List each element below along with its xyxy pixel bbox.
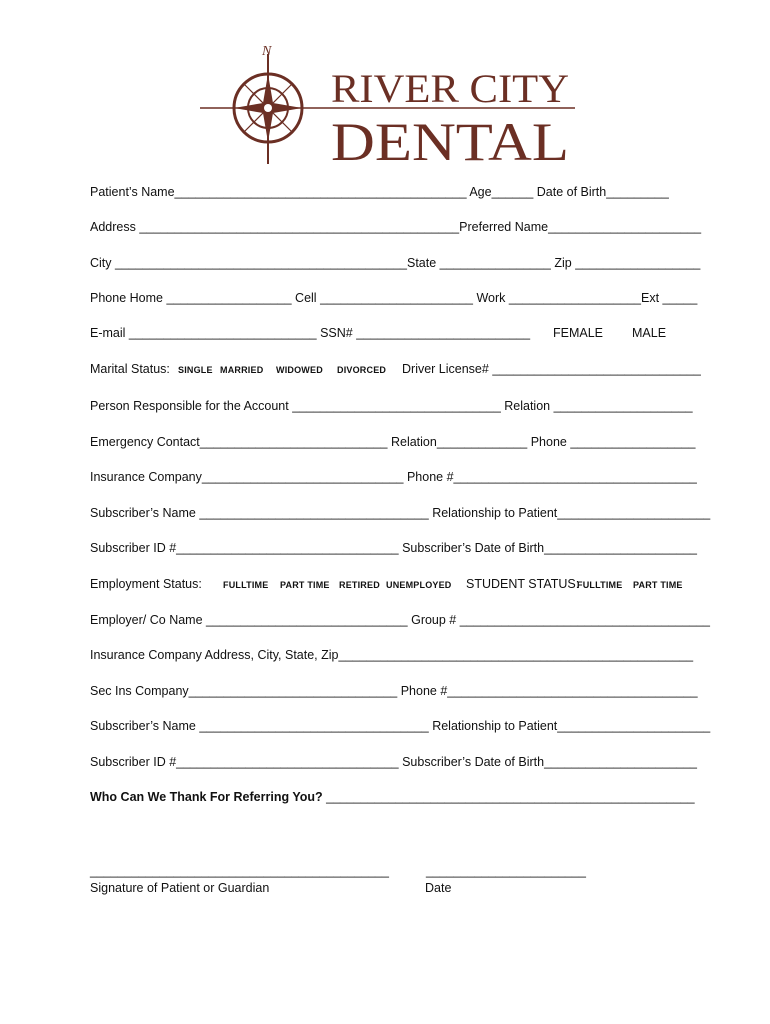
secondary-subscriber-name-row	[90, 719, 711, 733]
subscriber-dob-label: Subscriber’s Date of Birth	[402, 541, 545, 555]
secondary-relationship-label: Relationship to Patient	[432, 719, 558, 733]
marital-status-row	[90, 362, 702, 376]
secondary-subscriber-name-field[interactable]: _________________________________	[199, 719, 433, 733]
ext-field[interactable]: _____	[662, 291, 698, 305]
zip-field[interactable]: __________________	[575, 256, 701, 270]
address-row	[90, 220, 702, 234]
address-label: Address	[90, 220, 140, 234]
zip-label: Zip	[554, 256, 576, 270]
male-option[interactable]: MALE	[632, 326, 667, 340]
marital-divorced-option[interactable]: DIVORCED	[337, 365, 387, 375]
relationship-label: Relationship to Patient	[432, 506, 558, 520]
student-status-label: STUDENT STATUS:	[466, 577, 580, 591]
cell-field[interactable]: ______________________	[320, 291, 477, 305]
secondary-insurance-field[interactable]: ______________________________	[188, 684, 401, 698]
age-field[interactable]: ______	[491, 185, 537, 199]
employer-field[interactable]: _____________________________	[206, 613, 412, 627]
ssn-field[interactable]: _________________________	[356, 326, 531, 340]
dob-field[interactable]: _________	[606, 185, 669, 199]
secondary-insurance-label: Sec Ins Company	[90, 684, 189, 698]
emergency-contact-field[interactable]: ___________________________	[199, 435, 391, 449]
signature-lines	[90, 864, 702, 878]
insurance-company-row	[90, 470, 702, 484]
employment-retired-option[interactable]: RETIRED	[339, 580, 380, 590]
brand-line1: RIVER CITY	[331, 66, 569, 111]
signature-labels	[90, 881, 702, 895]
secondary-subscriber-dob-field[interactable]: ______________________	[544, 755, 698, 769]
subscriber-dob-field[interactable]: ______________________	[544, 541, 698, 555]
subscriber-name-label: Subscriber’s Name	[90, 506, 200, 520]
city-label: City	[90, 256, 115, 270]
emergency-phone-field[interactable]: __________________	[570, 435, 696, 449]
subscriber-id-label: Subscriber ID #	[90, 541, 177, 555]
secondary-insurance-row	[90, 684, 702, 698]
emergency-contact-row	[90, 435, 702, 449]
insurance-company-field[interactable]: _____________________________	[201, 470, 407, 484]
secondary-phone-label: Phone #	[400, 684, 448, 698]
signature-label: Signature of Patient or Guardian	[90, 881, 270, 895]
responsible-party-field[interactable]: ______________________________	[292, 399, 505, 413]
insurance-company-label: Insurance Company	[90, 470, 202, 484]
email-row	[90, 326, 702, 340]
group-label: Group #	[411, 613, 460, 627]
employment-fulltime-option[interactable]: FULLTIME	[223, 580, 269, 590]
insurance-phone-label: Phone #	[406, 470, 454, 484]
emergency-phone-label: Phone	[530, 435, 571, 449]
marital-widowed-option[interactable]: WIDOWED	[276, 365, 323, 375]
ext-label: Ext	[641, 291, 663, 305]
secondary-subscriber-name-label: Subscriber’s Name	[90, 719, 200, 733]
insurance-address-row	[90, 648, 702, 662]
referral-label: Who Can We Thank For Referring You?	[90, 790, 327, 804]
responsible-relation-field[interactable]: ____________________	[553, 399, 693, 413]
referral-field[interactable]: _____________________________________________________	[326, 790, 695, 804]
employer-row	[90, 613, 711, 627]
subscriber-id-field[interactable]: ________________________________	[176, 541, 403, 555]
preferred-name-field[interactable]: ______________________	[548, 220, 702, 234]
state-field[interactable]: ________________	[439, 256, 555, 270]
subscriber-name-row	[90, 506, 711, 520]
female-option[interactable]: FEMALE	[553, 326, 604, 340]
city-row	[90, 256, 702, 270]
group-field[interactable]: ____________________________________	[459, 613, 711, 627]
driver-license-label: Driver License#	[402, 362, 493, 376]
preferred-name-label: Preferred Name	[459, 220, 549, 234]
city-field[interactable]: __________________________________________	[115, 256, 407, 270]
relationship-field[interactable]: ______________________	[557, 506, 711, 520]
phone-row	[90, 291, 702, 305]
driver-license-field[interactable]: ______________________________	[492, 362, 701, 376]
dob-label: Date of Birth	[536, 185, 607, 199]
marital-married-option[interactable]: MARRIED	[220, 365, 264, 375]
student-fulltime-option[interactable]: FULLTIME	[577, 580, 623, 590]
patient-name-row	[90, 185, 702, 199]
secondary-relationship-field[interactable]: ______________________	[557, 719, 711, 733]
email-field[interactable]: ___________________________	[128, 326, 321, 340]
student-parttime-option[interactable]: PART TIME	[633, 580, 683, 590]
secondary-subscriber-id-row	[90, 755, 702, 769]
phone-home-field[interactable]: __________________	[166, 291, 296, 305]
insurance-phone-field[interactable]: ___________________________________	[453, 470, 697, 484]
patient-name-label: Patient’s Name	[90, 185, 175, 199]
age-label: Age	[469, 185, 492, 199]
ssn-label: SSN#	[320, 326, 357, 340]
secondary-subscriber-dob-label: Subscriber’s Date of Birth	[402, 755, 545, 769]
secondary-subscriber-id-field[interactable]: ________________________________	[176, 755, 403, 769]
employment-status-row	[90, 577, 702, 591]
river-city-dental-logo	[195, 44, 585, 168]
emergency-contact-label: Emergency Contact	[90, 435, 200, 449]
insurance-address-label: Insurance Company Address, City, State, Zip	[90, 648, 339, 662]
employer-label: Employer/ Co Name	[90, 613, 207, 627]
employment-parttime-option[interactable]: PART TIME	[280, 580, 330, 590]
responsible-party-label: Person Responsible for the Account	[90, 399, 293, 413]
date-field[interactable]: _______________________	[426, 864, 586, 878]
brand-line2: DENTAL	[331, 112, 569, 168]
marital-single-option[interactable]: SINGLE	[178, 365, 213, 375]
cell-label: Cell	[295, 291, 321, 305]
phone-home-label: Phone Home	[90, 291, 167, 305]
work-field[interactable]: ___________________	[508, 291, 641, 305]
secondary-subscriber-id-label: Subscriber ID #	[90, 755, 177, 769]
employment-unemployed-option[interactable]: UNEMPLOYED	[386, 580, 452, 590]
patient-name-field[interactable]: __________________________________________	[174, 185, 470, 199]
marital-status-label: Marital Status:	[90, 362, 170, 376]
subscriber-id-row	[90, 541, 702, 555]
work-label: Work	[476, 291, 509, 305]
responsible-relation-label: Relation	[504, 399, 554, 413]
signature-field[interactable]: ___________________________________________	[90, 864, 389, 878]
referral-row	[90, 790, 702, 804]
subscriber-name-field[interactable]: _________________________________	[199, 506, 433, 520]
email-label: E-mail	[90, 326, 129, 340]
employment-status-label: Employment Status:	[90, 577, 202, 591]
responsible-party-row	[90, 399, 702, 413]
emergency-relation-field[interactable]: _____________	[436, 435, 531, 449]
emergency-relation-label: Relation	[390, 435, 437, 449]
insurance-address-field[interactable]: ___________________________________________________	[338, 648, 694, 662]
secondary-phone-field[interactable]: ____________________________________	[447, 684, 698, 698]
address-field[interactable]: ______________________________________________	[139, 220, 460, 234]
compass-north-letter: N	[262, 44, 272, 59]
date-label: Date	[425, 881, 452, 895]
state-label: State	[406, 256, 440, 270]
